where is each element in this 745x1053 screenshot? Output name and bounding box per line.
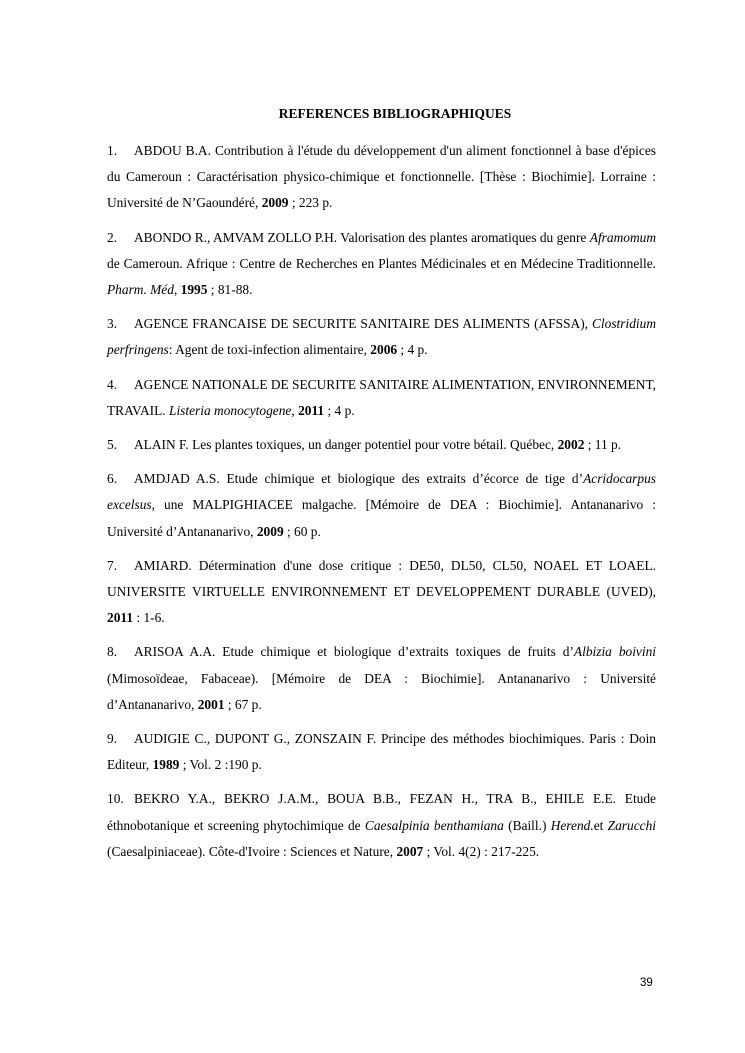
reference-year: 1989 (152, 757, 180, 773)
reference-text: ; 67 p. (224, 696, 262, 712)
reference-number: 1. (107, 143, 118, 158)
reference-text: ; 60 p. (283, 523, 321, 539)
reference-italic-text: Acridocarpus excelsus (107, 471, 656, 513)
reference-text: ; 81-88. (207, 282, 253, 298)
reference-text: ; Vol. 2 :190 p. (179, 757, 262, 773)
reference-text: AMDJAD A.S. Etude chimique et biologique des extraits d’écorce de tige d’ (134, 471, 584, 487)
reference-italic-text: Pharm. Méd (107, 282, 174, 298)
reference-number: 3. (107, 316, 118, 332)
reference-entry (107, 372, 656, 424)
reference-number: 5. (107, 437, 118, 453)
reference-entry (107, 786, 656, 865)
reference-number: 8. (107, 644, 118, 660)
reference-entry (107, 138, 656, 217)
reference-text: ; 4 p. (397, 342, 428, 358)
reference-year: 2009 (256, 523, 284, 539)
reference-text: ABDOU B.A. Contribution à l'étude du développement d'un aliment fonctionnel à base d'épices du Cameroun : Caractérisation physico-chimique et fonctionnelle. [Thèse : Biochimie]. Lorraine : Université de N’Gaoundéré, (107, 143, 656, 211)
reference-entry (107, 311, 656, 363)
reference-year: 2001 (197, 696, 225, 712)
reference-italic-text: Albizia boivini (573, 644, 657, 660)
reference-text: (Baill.) (503, 817, 551, 833)
reference-entry (107, 466, 656, 545)
page-number: 39 (640, 977, 653, 989)
reference-text: ; Vol. 4(2) : 217-225. (423, 843, 540, 859)
reference-italic-text: Herend. (550, 817, 594, 833)
reference-number: 7. (107, 557, 118, 573)
reference-text: AMIARD. Détermination d'une dose critique : DE50, DL50, CL50, NOAEL ET LOAEL. UNIVERSITE VIRTUELLE ENVIRONNEMENT ET DEVELOPPEMENT DURABLE (UVED), (107, 557, 656, 600)
reference-text: ARISOA A.A. Etude chimique et biologique d’extraits toxiques de fruits d’ (134, 644, 574, 660)
reference-text: , (291, 402, 299, 418)
reference-italic-text: Listeria monocytogene (169, 402, 292, 418)
reference-number: 10. (107, 791, 124, 807)
reference-text: ABONDO R., AMVAM ZOLLO P.H. Valorisation des plantes aromatiques du genre (134, 229, 590, 245)
reference-year: 2002 (557, 437, 585, 453)
reference-text: et (593, 817, 608, 833)
reference-italic-text: Clostridium perfringens (107, 316, 656, 358)
reference-number: 4. (107, 376, 118, 392)
reference-entry (107, 639, 656, 718)
reference-year: 1995 (180, 282, 208, 298)
reference-italic-text: Aframomum (589, 229, 656, 245)
reference-text: , (173, 282, 181, 298)
reference-text: AGENCE FRANCAISE DE SECURITE SANITAIRE DES ALIMENTS (AFSSA), (134, 316, 592, 332)
reference-text: BEKRO Y.A., BEKRO J.A.M., BOUA B.B., FEZAN H., TRA B., EHILE E.E. Etude éthnobotanique et screening phytochimique de (107, 791, 656, 833)
reference-text: , une MALPIGHIACEE malgache. [Mémoire de DEA : Biochimie]. Antananarivo : Université d’Antananarivo, (107, 497, 656, 539)
reference-entry (107, 726, 656, 778)
reference-number: 2. (107, 229, 118, 245)
reference-year: 2007 (396, 843, 424, 859)
reference-entry (107, 225, 656, 304)
page-title: REFERENCES BIBLIOGRAPHIQUES (278, 106, 512, 121)
reference-text: de Cameroun. Afrique : Centre de Recherches en Plantes Médicinales et en Médecine Traditionnelle. (107, 255, 656, 271)
reference-text: (Mimosoïdeae, Fabaceae). [Mémoire de DEA : Biochimie]. Antananarivo : Université d’Antananarivo, (107, 670, 656, 712)
reference-text: : Agent de toxi-infection alimentaire, (168, 342, 371, 358)
reference-list (107, 138, 656, 873)
reference-text: ; 223 p. (288, 195, 333, 211)
reference-text: AGENCE NATIONALE DE SECURITE SANITAIRE ALIMENTATION, ENVIRONNEMENT, TRAVAIL. (107, 376, 657, 418)
reference-year: 2006 (370, 342, 398, 358)
reference-number: 6. (107, 471, 118, 487)
reference-entry (107, 432, 656, 458)
reference-year: 2009 (261, 195, 289, 211)
reference-number: 9. (107, 731, 118, 747)
reference-year: 2011 (107, 610, 134, 626)
reference-text: ; 4 p. (324, 402, 355, 418)
reference-italic-text: Caesalpinia benthamiana (364, 817, 504, 833)
reference-year: 2011 (298, 402, 325, 418)
reference-text: ALAIN F. Les plantes toxiques, un danger potentiel pour votre bétail. Québec, (134, 437, 558, 453)
reference-text: (Caesalpiniaceae). Côte-d'Ivoire : Sciences et Nature, (107, 843, 397, 859)
reference-entry (107, 553, 656, 632)
reference-italic-text: Zarucchi (607, 817, 657, 833)
reference-text: AUDIGIE C., DUPONT G., ZONSZAIN F. Principe des méthodes biochimiques. Paris : Doin Editeur, (107, 731, 656, 773)
reference-text: : 1-6. (133, 610, 165, 626)
reference-text: ; 11 p. (584, 437, 622, 453)
